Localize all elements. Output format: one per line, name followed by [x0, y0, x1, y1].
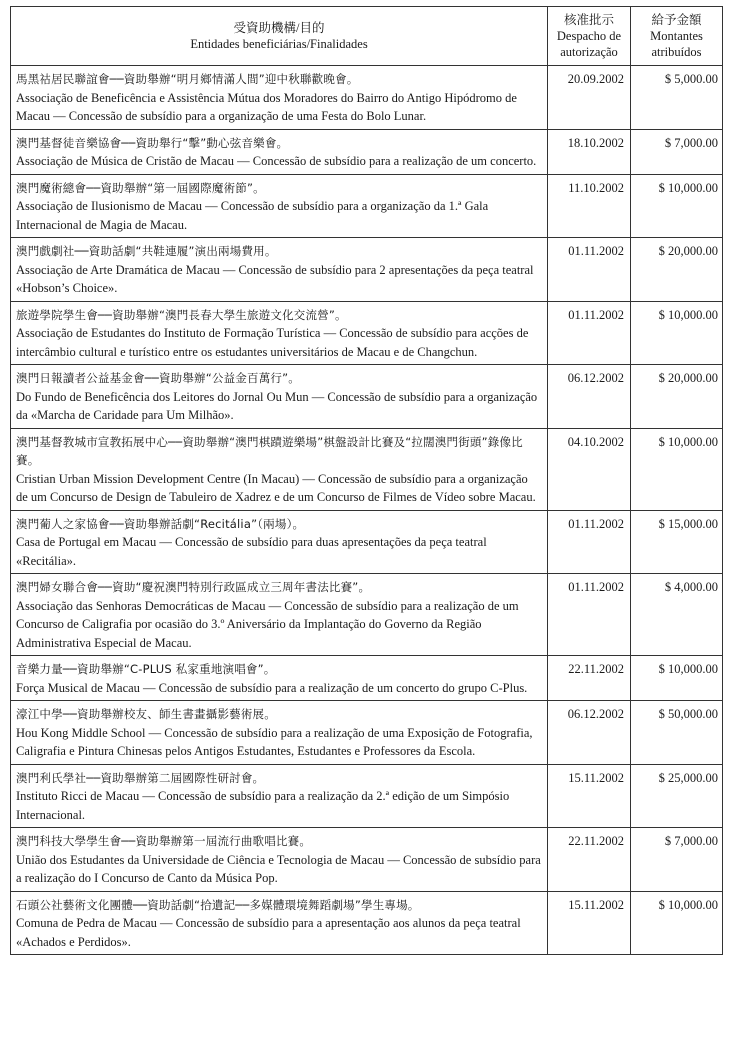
amount-cell: $ 5,000.00	[631, 66, 723, 130]
header-entity-zh: 受資助機構/目的	[233, 21, 325, 35]
grants-table	[10, 6, 723, 955]
amount-cell: $ 10,000.00	[631, 301, 723, 365]
entity-name-zh: 石頭公社藝術文化團體──資助話劇“拾遺記──多媒體環境舞蹈劇場”學生專場。	[16, 897, 420, 912]
entity-cell	[11, 301, 548, 365]
entity-name-pt: Cristian Urban Mission Development Centre (In Macau) — Concessão de subsídio para a organização de um Concurso de Design de Tabuleiro de Xadrez e de um Concurso de Filmes de Vídeo sobre Macau.	[16, 471, 536, 504]
entity-cell	[11, 174, 548, 238]
table-row	[11, 828, 723, 892]
table-row	[11, 428, 723, 510]
date-cell: 06.12.2002	[548, 365, 631, 429]
entity-name-pt: Associação de Beneficência e Assistência Mútua dos Moradores do Bairro do Antigo Hipódromo de Macau — Concessão de subsídio para a organização de uma Festa do Bolo Lunar.	[16, 90, 517, 123]
table-row	[11, 764, 723, 828]
table-row	[11, 238, 723, 302]
entity-name-zh: 澳門葡人之家協會──資助舉辦話劇“Recitália”（兩場）。	[16, 516, 305, 531]
date-cell: 18.10.2002	[548, 129, 631, 174]
entity-name-zh: 澳門魔術總會──資助舉辦“第一屆國際魔術節”。	[16, 180, 265, 195]
header-entity-pt: Entidades beneficiárias/Finalidades	[190, 37, 368, 51]
entity-name-pt: Associação das Senhoras Democráticas de Macau — Concessão de subsídio para a realização de um Concurso de Caligrafia por ocasião do 3.º Aniversário da Implantação do Governo da Região Administrativa Especial de Macau.	[16, 598, 519, 650]
header-entity	[11, 7, 548, 66]
entity-name-pt: Comuna de Pedra de Macau — Concessão de subsídio para a apresentação aos alunos da peça teatral «Achados e Perdidos».	[16, 916, 521, 949]
entity-cell	[11, 238, 548, 302]
entity-name-pt: Instituto Ricci de Macau — Concessão de subsídio para a realização da 2.ª edição de um Simpósio Internacional.	[16, 789, 510, 822]
table-row	[11, 574, 723, 656]
amount-cell: $ 25,000.00	[631, 764, 723, 828]
entity-name-pt: Associação de Música de Cristão de Macau — Concessão de subsídio para a realização de um concerto.	[16, 154, 537, 168]
header-amount-zh: 給予金額	[651, 13, 702, 27]
entity-name-zh: 澳門戲劇社──資助話劇“共鞋連履”演出兩場費用。	[16, 244, 277, 258]
entity-name-zh: 澳門基督徒音樂協會──資助舉行“擊”動心弦音樂會。	[16, 135, 289, 150]
date-cell: 11.10.2002	[548, 174, 631, 238]
entity-name-zh: 濠江中學──資助舉辦校友、師生書畫攝影藝術展。	[16, 707, 276, 721]
entity-cell	[11, 656, 548, 701]
amount-cell: $ 7,000.00	[631, 129, 723, 174]
date-cell: 15.11.2002	[548, 764, 631, 828]
table-row	[11, 66, 723, 130]
entity-cell	[11, 428, 548, 510]
entity-name-zh: 澳門科技大學學生會──資助舉辦第一屆流行曲歌唱比賽。	[16, 834, 312, 848]
date-cell: 22.11.2002	[548, 656, 631, 701]
date-cell: 06.12.2002	[548, 701, 631, 765]
entity-cell	[11, 129, 548, 174]
entity-cell	[11, 764, 548, 828]
entity-cell	[11, 510, 548, 574]
entity-name-pt: Do Fundo de Beneficência dos Leitores do Jornal Ou Mun — Concessão de subsídio para a organização da «Marcha de Caridade para Um Milhão».	[16, 389, 538, 422]
amount-cell: $ 10,000.00	[631, 656, 723, 701]
entity-name-zh: 馬黑祜居民聯誼會──資助舉辦“明月鄉情滿人間”迎中秋聯歡晚會。	[16, 72, 359, 86]
amount-cell: $ 50,000.00	[631, 701, 723, 765]
entity-cell	[11, 828, 548, 892]
entity-name-pt: Casa de Portugal em Macau — Concessão de subsídio para duas apresentações da peça teatral «Recitália».	[16, 535, 487, 568]
date-cell: 04.10.2002	[548, 428, 631, 510]
entity-cell	[11, 891, 548, 955]
header-date-pt-2: autorização	[560, 45, 618, 59]
header-date-zh: 核准批示	[563, 13, 614, 27]
amount-cell: $ 20,000.00	[631, 238, 723, 302]
table-row	[11, 174, 723, 238]
entity-name-zh: 澳門基督教城市宣教拓展中心──資助舉辦“澳門棋蹟遊樂場”棋盤設計比賽及“拉闊澳門街頭”錄像比賽。	[16, 434, 523, 467]
amount-cell: $ 10,000.00	[631, 428, 723, 510]
table-row	[11, 891, 723, 955]
header-amount	[631, 7, 723, 66]
entity-cell	[11, 365, 548, 429]
amount-cell: $ 10,000.00	[631, 174, 723, 238]
entity-name-pt: União dos Estudantes da Universidade de Ciência e Tecnologia de Macau — Concessão de subsídio para a realização do I Concurso de Canto da Música Pop.	[16, 852, 541, 885]
date-cell: 20.09.2002	[548, 66, 631, 130]
entity-name-zh: 澳門利氏學社──資助舉辦第二屆國際性研討會。	[16, 770, 265, 785]
table-header-row	[11, 7, 723, 66]
entity-name-zh: 音樂力量──資助舉辦“C-PLUS 私家重地演唱會”。	[16, 662, 276, 676]
header-amount-pt-1: Montantes	[650, 29, 703, 43]
entity-cell	[11, 574, 548, 656]
amount-cell: $ 10,000.00	[631, 891, 723, 955]
amount-cell: $ 4,000.00	[631, 574, 723, 656]
date-cell: 01.11.2002	[548, 510, 631, 574]
amount-cell: $ 15,000.00	[631, 510, 723, 574]
table-row	[11, 129, 723, 174]
header-amount-pt-2: atribuídos	[651, 45, 702, 59]
entity-name-pt: Força Musical de Macau — Concessão de subsídio para a realização de um concerto do grupo C-Plus.	[16, 680, 528, 695]
entity-name-zh: 旅遊學院學生會──資助舉辦“澳門長春大學生旅遊文化交流營”。	[16, 307, 347, 322]
date-cell: 01.11.2002	[548, 301, 631, 365]
table-row	[11, 301, 723, 365]
date-cell: 01.11.2002	[548, 574, 631, 656]
amount-cell: $ 20,000.00	[631, 365, 723, 429]
header-date-pt-1: Despacho de	[556, 29, 622, 43]
amount-cell: $ 7,000.00	[631, 828, 723, 892]
entity-cell	[11, 701, 548, 765]
date-cell: 22.11.2002	[548, 828, 631, 892]
date-cell: 15.11.2002	[548, 891, 631, 955]
header-date	[548, 7, 631, 66]
date-cell: 01.11.2002	[548, 238, 631, 302]
entity-cell	[11, 66, 548, 130]
table-row	[11, 701, 723, 765]
entity-name-pt: Hou Kong Middle School — Concessão de subsídio para a realização de uma Exposição de Fotografia, Caligrafia e Pintura Chinesas pelos Antigos Estudantes, Estudantes e Professores da Escola.	[16, 725, 533, 758]
entity-name-zh: 澳門婦女聯合會──資助“慶祝澳門特別行政區成立三周年書法比賽”。	[16, 580, 371, 594]
entity-name-zh: 澳門日報讀者公益基金會──資助舉辦“公益金百萬行”。	[16, 371, 300, 385]
table-row	[11, 510, 723, 574]
entity-name-pt: Associação de Estudantes do Instituto de Formação Turística — Concessão de subsídio para acções de intercâmbio cultural e turístico entre os estudantes universitários de Macau e de Changchun.	[16, 326, 529, 359]
entity-name-pt: Associação de Arte Dramática de Macau — Concessão de subsídio para 2 apresentações da peça teatral «Hobson’s Choice».	[16, 262, 534, 295]
table-row	[11, 656, 723, 701]
entity-name-pt: Associação de Ilusionismo de Macau — Concessão de subsídio para a organização da 1.ª Gala Internacional de Magia de Macau.	[16, 199, 489, 232]
table-row	[11, 365, 723, 429]
